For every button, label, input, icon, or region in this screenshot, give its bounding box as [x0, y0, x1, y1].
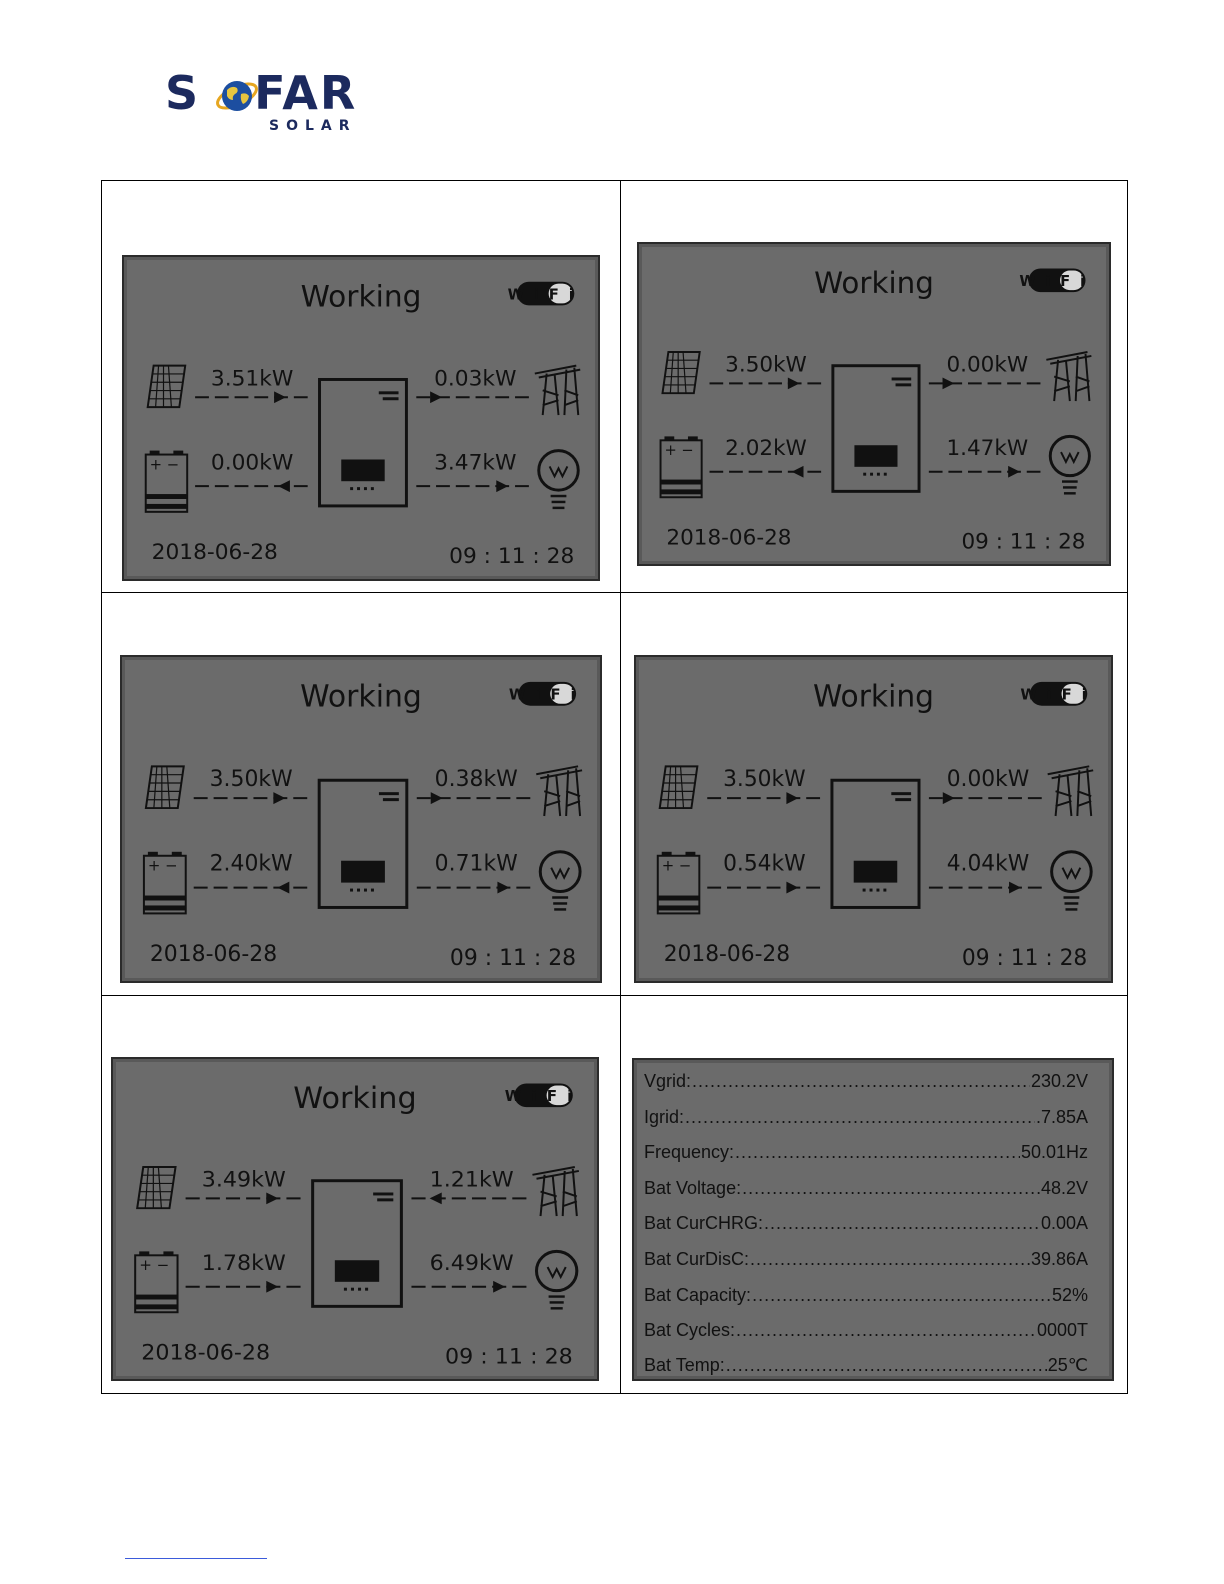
- inverter-icon: [313, 1181, 402, 1307]
- globe-icon: [215, 74, 259, 118]
- svg-text:+ −: + −: [664, 442, 694, 460]
- battery-icon: [661, 436, 702, 497]
- lcd-drawing: [636, 657, 1111, 981]
- info-value: 50.01Hz: [1020, 1141, 1088, 1162]
- info-value: 39.86A: [1030, 1248, 1088, 1269]
- solar-panel-icon: [146, 766, 184, 808]
- time-value: 09 : 11 : 28: [961, 529, 1086, 555]
- solar-panel-icon: [663, 352, 700, 393]
- info-label: Frequency:: [644, 1141, 735, 1162]
- wifi-icon: [1019, 269, 1094, 293]
- solar-panel-icon: [148, 366, 186, 407]
- power-tower-icon: [532, 1167, 578, 1216]
- lightbulb-icon: [540, 852, 580, 910]
- logo-letter-s: S: [165, 66, 201, 120]
- wifi-label: WiFi: [1020, 685, 1097, 704]
- wifi-label: WiFi: [504, 1087, 583, 1106]
- grid-power-value: 0.00kW: [946, 767, 1030, 793]
- grid-power-value: 0.03kW: [434, 366, 517, 392]
- battery-icon: [658, 852, 700, 914]
- svg-text:+ −: + −: [139, 1256, 170, 1274]
- time-value: 09 : 11 : 28: [449, 946, 577, 972]
- lcd-screen: [111, 1057, 599, 1381]
- load-power-value: 0.71kW: [434, 851, 518, 877]
- date-value: 2018-06-28: [141, 1340, 271, 1366]
- info-row-bat-capacity: [644, 1278, 1088, 1312]
- inverter-icon: [319, 780, 407, 907]
- info-value: 0000T: [1036, 1319, 1088, 1340]
- wifi-icon: [508, 282, 584, 306]
- battery-power-value: 1.78kW: [201, 1251, 286, 1276]
- time-value: 09 : 11 : 28: [445, 1344, 573, 1370]
- leader-dots: [750, 1249, 1030, 1270]
- solar-panel-icon: [660, 766, 698, 808]
- pv-power-value: 3.50kW: [725, 352, 807, 378]
- info-value: 52%: [1051, 1284, 1088, 1305]
- info-value: 0.00A: [1040, 1212, 1088, 1233]
- lcd-drawing: [113, 1059, 597, 1379]
- status-title: Working: [300, 279, 422, 314]
- info-label: Igrid:: [644, 1106, 685, 1127]
- table-divider-vertical: [620, 180, 621, 1394]
- power-tower-icon: [1048, 766, 1094, 816]
- lcd-drawing: [122, 657, 600, 981]
- lightbulb-icon: [1052, 852, 1092, 910]
- lcd-drawing: [124, 257, 598, 579]
- lcd-drawing: [639, 244, 1109, 564]
- info-row-frequency: [644, 1135, 1088, 1169]
- wifi-label: WiFi: [507, 286, 584, 304]
- power-tower-icon: [535, 366, 580, 415]
- info-value: 48.2V: [1040, 1177, 1088, 1198]
- inverter-info-screen: [632, 1058, 1114, 1381]
- wifi-icon: [505, 1084, 583, 1108]
- load-power-value: 3.47kW: [434, 450, 517, 476]
- table-divider-row-1: [101, 592, 1128, 593]
- pv-power-value: 3.50kW: [209, 767, 293, 793]
- wifi-icon: [1020, 682, 1096, 706]
- battery-power-value: 2.02kW: [725, 436, 807, 462]
- info-row-igrid: [644, 1100, 1088, 1134]
- info-label: Bat Cycles:: [644, 1319, 736, 1340]
- logo-tagline: SOLAR: [269, 118, 357, 134]
- leader-dots: [764, 1213, 1040, 1234]
- lightbulb-icon: [537, 1251, 577, 1308]
- logo-wordmark: [165, 66, 358, 120]
- time-value: 09 : 11 : 28: [961, 946, 1088, 972]
- pv-power-value: 3.49kW: [201, 1167, 286, 1193]
- grid-power-value: 0.00kW: [946, 352, 1029, 378]
- sofar-solar-logo: [165, 66, 405, 134]
- info-value: 25℃: [1047, 1354, 1088, 1375]
- battery-icon: [144, 852, 186, 914]
- lightbulb-icon: [539, 451, 579, 508]
- svg-text:+ −: + −: [661, 856, 692, 875]
- status-title: Working: [814, 266, 934, 301]
- battery-power-value: 0.54kW: [723, 851, 806, 877]
- grid-power-value: 1.21kW: [429, 1167, 514, 1193]
- svg-text:+ −: + −: [149, 456, 180, 474]
- leader-dots: [735, 1142, 1020, 1163]
- pv-power-value: 3.50kW: [723, 767, 806, 793]
- lcd-screen: [637, 242, 1111, 566]
- info-value: 230.2V: [1030, 1070, 1088, 1091]
- date-value: 2018-06-28: [151, 540, 278, 566]
- inverter-icon: [320, 379, 407, 505]
- battery-power-value: 2.40kW: [209, 851, 293, 877]
- info-row-bat-voltage: [644, 1171, 1088, 1205]
- status-title: Working: [812, 679, 935, 715]
- footer-link-underline[interactable]: [125, 1558, 267, 1559]
- power-tower-icon: [1046, 352, 1091, 401]
- info-label: Vgrid:: [644, 1070, 692, 1091]
- svg-text:+ −: + −: [147, 856, 178, 875]
- info-label: Bat Temp:: [644, 1354, 725, 1375]
- info-row-bat-cycles: [644, 1313, 1088, 1347]
- leader-dots: [692, 1071, 1030, 1092]
- battery-icon: [146, 451, 187, 512]
- load-power-value: 4.04kW: [946, 851, 1030, 877]
- date-value: 2018-06-28: [149, 942, 278, 968]
- solar-panel-icon: [137, 1167, 175, 1208]
- date-value: 2018-06-28: [666, 525, 792, 551]
- load-power-value: 6.49kW: [429, 1251, 514, 1276]
- inverter-icon: [832, 780, 919, 907]
- status-title: Working: [300, 679, 422, 715]
- table-divider-row-2: [101, 995, 1128, 996]
- pv-power-value: 3.51kW: [210, 366, 294, 392]
- info-row-bat-curchrg: [644, 1206, 1088, 1240]
- info-row-bat-temp: [644, 1348, 1088, 1382]
- lightbulb-icon: [1050, 436, 1089, 493]
- lcd-screen: [120, 655, 602, 983]
- info-value: .7.85A: [1035, 1106, 1088, 1127]
- status-title: Working: [293, 1081, 417, 1116]
- power-tower-icon: [536, 766, 582, 816]
- info-label: Bat Voltage:: [644, 1177, 742, 1198]
- leader-dots: [742, 1178, 1040, 1199]
- wifi-icon: [509, 682, 586, 706]
- load-power-value: 1.47kW: [946, 436, 1029, 462]
- info-label: Bat CurDisC:: [644, 1248, 750, 1269]
- leader-dots: [736, 1320, 1036, 1341]
- info-label: Bat CurCHRG:: [644, 1212, 764, 1233]
- leader-dots: [752, 1285, 1051, 1306]
- wifi-label: WiFi: [508, 685, 586, 704]
- date-value: 2018-06-28: [663, 942, 791, 968]
- info-row-bat-curdisc: [644, 1242, 1088, 1276]
- logo-letters-far: FAR: [254, 66, 358, 120]
- inverter-icon: [833, 366, 919, 492]
- time-value: 09 : 11 : 28: [449, 544, 575, 570]
- grid-power-value: 0.38kW: [434, 767, 518, 793]
- battery-power-value: 0.00kW: [210, 450, 294, 476]
- leader-dots: [685, 1107, 1035, 1128]
- wifi-label: WiFi: [1019, 273, 1095, 291]
- battery-icon: [135, 1251, 177, 1312]
- info-label: Bat Capacity:: [644, 1284, 752, 1305]
- leader-dots: [726, 1355, 1047, 1376]
- lcd-screen: [122, 255, 600, 581]
- lcd-screen: [634, 655, 1113, 983]
- info-row-vgrid: [644, 1064, 1088, 1098]
